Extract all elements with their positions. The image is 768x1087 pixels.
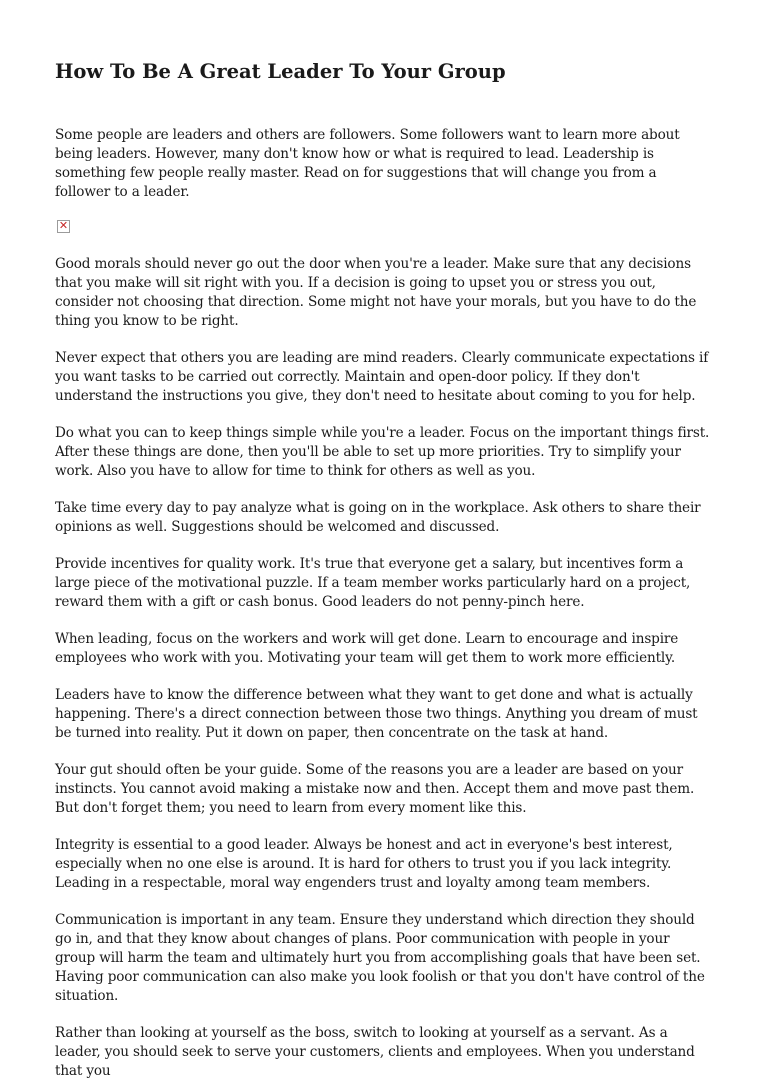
paragraph-9: Integrity is essential to a good leader. Always be honest and act in everyone's best interest, especially when no one else is around. It is hard for others to trust you if you lack integrity. Leading in a respectable, moral way engenders trust and loyalty among team members. [55, 837, 673, 891]
paragraph-5: Provide incentives for quality work. It's true that everyone get a salary, but incentives form a large piece of the motivational puzzle. If a team member works particularly hard on a project, reward them with a gift or cash bonus. Good leaders do not penny-pinch here. [55, 556, 691, 610]
paragraph-2: Never expect that others you are leading are mind readers. Clearly communicate expectations if you want tasks to be carried out correctly. Maintain and open-door policy. If they don't understand the instructions you give, they don't need to hesitate about coming to you for help. [55, 350, 709, 404]
page-title: How To Be A Great Leader To Your Group [55, 60, 506, 83]
paragraph-4: Take time every day to pay analyze what is going on in the workplace. Ask others to share their opinions as well. Suggestions should be welcomed and discussed. [55, 500, 701, 535]
paragraph-3: Do what you can to keep things simple while you're a leader. Focus on the important things first. After these things are done, then you'll be able to set up more priorities. Try to simplify your work. Also you have to allow for time to think for others as well as you. [55, 425, 710, 479]
paragraph-6: When leading, focus on the workers and work will get done. Learn to encourage and inspire employees who work with you. Motivating your team will get them to work more efficiently. [55, 631, 679, 666]
intro-paragraph: Some people are leaders and others are followers. Some followers want to learn more about being leaders. However, many don't know how or what is required to lead. Leadership is something few people really master. Read on for suggestions that will change you from a follower to a leader. [55, 127, 680, 200]
paragraph-11: Rather than looking at yourself as the boss, switch to looking at yourself as a servant. As a leader, you should seek to serve your customers, clients and employees. When you understand that you [55, 1025, 695, 1079]
paragraph-1: Good morals should never go out the door when you're a leader. Make sure that any decisions that you make will sit right with you. If a decision is going to upset you or stress you out, consider not choosing that direction. Some might not have your morals, but you have to do the thing you know to be right. [55, 256, 697, 329]
paragraph-8: Your gut should often be your guide. Some of the reasons you are a leader are based on your instincts. You cannot avoid making a mistake now and then. Accept them and move past them. But don't forget them; you need to learn from every moment like this. [55, 762, 695, 816]
paragraph-7: Leaders have to know the difference between what they want to get done and what is actually happening. There's a direct connection between those two things. Anything you dream of must be turned into reality. Put it down on paper, then concentrate on the task at hand. [55, 687, 698, 741]
paragraph-10: Communication is important in any team. Ensure they understand which direction they should go in, and that they know about changes of plans. Poor communication with people in your group will harm the team and ultimately hurt you from accomplishing goals that have been set. Having poor communication can also make you look foolish or that you don't have control of the situation. [55, 912, 705, 1004]
broken-image-icon: ✕ [58, 219, 69, 232]
